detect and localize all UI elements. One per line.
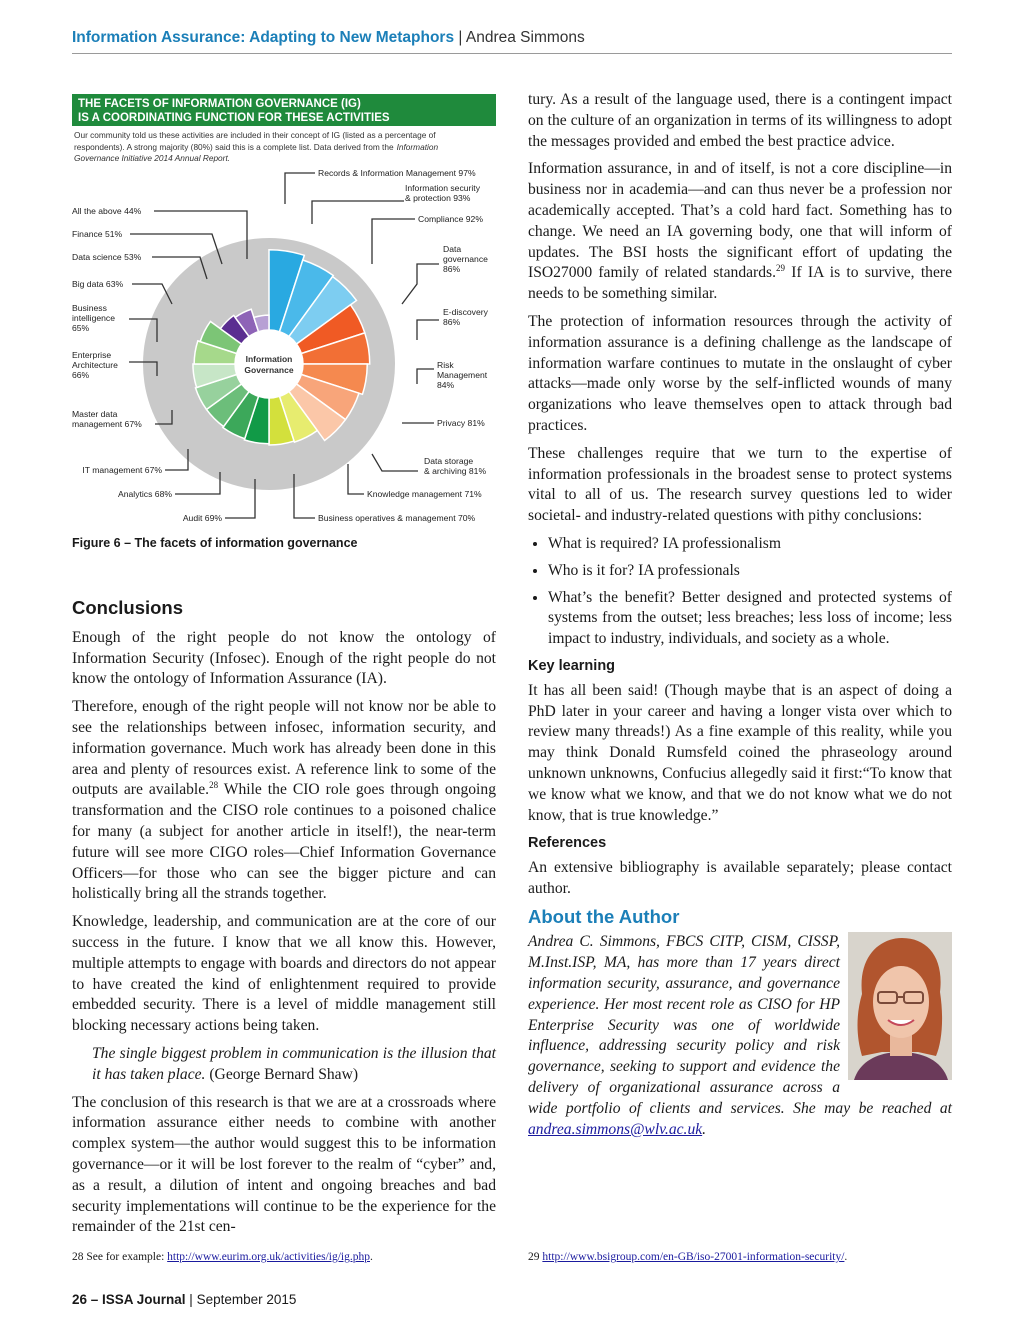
callout-bi-1: Business (72, 303, 107, 313)
callout-ediscovery-2: 86% (443, 317, 461, 327)
figure-banner-line2: IS A COORDINATING FUNCTION FOR THESE ACTIVITIES (78, 112, 390, 124)
key-learning-text: It has all been said! (Though maybe that is an aspect of doing a PhD later in your career and having a longer vista over which to review many threads!) As a fine example of this reality, while you may think Donald Rumsfeld coined the phraseology around unknown unknowns, Confucius allegedly said it first:“To know that we know what we know, and that we do not know what we do not know, that is true knowledge.” (528, 681, 952, 824)
footnote-28 (72, 1251, 373, 1263)
callout-enterprise-1: Enterprise (72, 350, 112, 360)
callout-datagov-1: Data (443, 244, 462, 254)
right-paragraph-1: tury. As a result of the language used, there is a contingent impact on the culture of an organization in terms of its willingness to adopt the messages provided and embed the best practice advice. (528, 91, 952, 150)
footnote-28-suffix: . (370, 1251, 373, 1263)
callout-datagov-2: governance (443, 254, 488, 264)
figure-intro-line2-italic: Information (396, 142, 439, 152)
callout-datasci: Data science 53% (72, 252, 142, 262)
footnote-29 (528, 1251, 847, 1263)
figure-intro-line1: Our community told us these activities are included in their concept of IG (listed as a percentage of (74, 130, 436, 140)
author-email-link[interactable]: andrea.simmons@wlv.ac.uk (528, 1120, 703, 1138)
right-paragraph-2b: If IA is to survive, there needs to be something similar. (528, 264, 952, 303)
figure-intro-line3: Governance Initiative 2014 Annual Report. (74, 153, 231, 163)
callout-infosec-2: & protection 93% (405, 193, 471, 203)
callout-risk-2: Management (437, 370, 488, 380)
callout-finance: Finance 51% (72, 229, 123, 239)
quote-attribution: (George Bernard Shaw) (205, 1065, 359, 1083)
callout-knowledge: Knowledge management 71% (367, 489, 482, 499)
footnote-29-link[interactable]: http://www.bsigroup.com/en-GB/iso-27001-information-security/ (542, 1251, 845, 1263)
references-heading: References (528, 835, 607, 852)
right-paragraph-2 (528, 159, 952, 305)
callout-records: Records & Information Management 97% (318, 168, 476, 178)
footnote-ref-29[interactable]: 29 (776, 263, 786, 274)
bullet-item: • Who is it for? IA professionals (548, 561, 952, 582)
footer-date: September 2015 (196, 1292, 297, 1307)
callout-line-ediscovery (417, 320, 439, 340)
callout-analytics: Analytics 68% (118, 489, 172, 499)
left-paragraph-2 (72, 697, 496, 905)
callout-line-datagov (402, 264, 439, 304)
left-paragraph-3: Knowledge, leadership, and communication are at the core of our success in the future. I know that we all know this. However, multiple attempts to engage with boards and directors do not appear to have created the kind of enlightenment required to provide embedded security. There is a level of middle management still blocking necessary actions being taken. (72, 913, 496, 1035)
right-paragraph-3: The protection of information resources through the activity of information assurance is a defining challenge as the landscape of information warfare continues to mutate in the onslaught of cyber attacks—made only worse by the self-inflicted wounds of many organizations who leave themselves open to attack through bad practices. (528, 312, 952, 434)
page-footer (72, 1292, 296, 1307)
footer-separator: | (185, 1292, 197, 1307)
running-header (72, 29, 952, 47)
callout-audit: Audit 69% (182, 513, 222, 523)
author-bio-text: Andrea C. Simmons, FBCS CITP, CISM, CISSP, M.Inst.ISP, MA, has more than 17 years direct information security, assurance, and governance experience. Her most recent role as CISO for HP Enterprise Security was one of worldwide influence, addressing security policy and risk governance, seeking to support and evidence the delivery of organizational assurance across a wide portfolio of clients and services. She may be reached at (528, 933, 952, 1117)
ig-facets-figure (72, 94, 496, 530)
callout-risk-1: Risk (437, 360, 454, 370)
callout-line-records (285, 173, 315, 204)
right-paragraph-4: These challenges require that we turn to the expertise of information professionals in the broadest sense to protect systems vital to all of us. The research survey questions led to wider societal- and industry-related questions with pithy conclusions: (528, 444, 952, 525)
callout-line-compliance (372, 219, 415, 264)
left-paragraph-2a: Therefore, enough of the right people will not know nor be able to see the relationships between infosec, information security, and information governance. Much work has already been done in this area and plenty of resources exist. A reference link to some of the outputs are available. (72, 698, 496, 799)
callout-itmgmt: IT management 67% (82, 465, 162, 475)
callout-bigdata: Big data 63% (72, 279, 124, 289)
shaw-quote (72, 1044, 496, 1086)
left-column (72, 598, 496, 1245)
callout-ediscovery-1: E-discovery (443, 307, 488, 317)
callout-line-risk (417, 369, 434, 384)
bullet-item: • What’s the benefit? Better designed and protected systems of systems from the outset; less breaches; less loss of income; less impact to industry, individuals, and society as a whole. (548, 588, 952, 650)
bullet-item: • What is required? IA professionalism (548, 534, 952, 555)
left-paragraph-2b: While the CIO role goes through ongoing transformation and the CISO role continues to a poisoned chalice for many (a subject for another article in itself!), the near-term future will see more CIGO roles—Chief Information Governance Officers—for those who can see the bigger picture and can holistically bring all the strands together. (72, 781, 496, 903)
footnote-29-prefix: 29 (528, 1251, 543, 1263)
figure-banner-line1: THE FACETS OF INFORMATION GOVERNANCE (IG) (78, 98, 361, 110)
footnote-28-link[interactable]: http://www.eurim.org.uk/activities/ig/ig.php (167, 1251, 370, 1263)
callout-allabove: All the above 44% (72, 206, 142, 216)
callout-busops: Business operatives & management 70% (318, 513, 476, 523)
callout-master-2: management 67% (72, 419, 142, 429)
callout-master-1: Master data (72, 409, 118, 419)
figure-intro-line2 (74, 142, 438, 152)
callout-bi-3: 65% (72, 323, 90, 333)
figure-caption: Figure 6 – The facets of information governance (72, 536, 358, 550)
references-text: An extensive bibliography is available separately; please contact author. (528, 859, 952, 897)
callout-enterprise-3: 66% (72, 370, 90, 380)
callout-bi-2: intelligence (72, 313, 115, 323)
callout-datagov-3: 86% (443, 264, 461, 274)
callout-compliance: Compliance 92% (418, 214, 483, 224)
header-rule (72, 53, 952, 54)
about-author-heading: About the Author (528, 905, 680, 927)
quote-text: The single biggest problem in communication is the illusion that it has taken place. (92, 1044, 496, 1083)
center-label-line1: Information (245, 354, 293, 364)
callout-storage-2: & archiving 81% (424, 466, 487, 476)
footnote-29-suffix: . (844, 1251, 848, 1263)
callout-risk-3: 84% (437, 380, 455, 390)
conclusion-bullets (528, 534, 952, 650)
facet-center (235, 330, 303, 398)
left-paragraph-4: The conclusion of this research is that we are at a crossroads where information assurance either needs to combine with another complex system—the author would suggest this to be information governance—or it will be lost forever to the realm of “cyber” and, as a result, a dilution of intent and ongoing breaches and bad security implementations will continue to be the experience for the remainder of the 21st cen- (72, 1093, 496, 1236)
footer-page: 26 – ISSA Journal (72, 1292, 186, 1307)
header-title: Information Assurance: Adapting to New Metaphors (72, 29, 455, 46)
footnote-ref-28[interactable]: 28 (209, 780, 219, 791)
right-column (528, 90, 952, 1147)
callout-line-storage (372, 454, 418, 471)
conclusions-heading: Conclusions (72, 597, 184, 618)
left-paragraph-1: Enough of the right people do not know the ontology of Information Security (Infosec). Enough of the right people do not know the ontology of Information Assurance (IA). (72, 628, 496, 688)
author-bio-end: . (702, 1120, 707, 1138)
callout-line-infosec (312, 201, 404, 224)
author-photo (848, 932, 952, 1080)
callout-privacy: Privacy 81% (437, 418, 485, 428)
right-paragraph-2a: Information assurance, in and of itself, is not a core discipline—in business nor in academia—and can thus never be a profession nor academically accepted. That’s a cold hard fact. Something has to change. We need an IA governing body, one that will inform of updates. The BSI hosts the significant effort of updating the ISO27000 family of related standards. (528, 160, 952, 282)
callout-storage-1: Data storage (424, 456, 474, 466)
header-author: Andrea Simmons (465, 29, 585, 46)
header-separator: | (454, 29, 466, 46)
footnote-28-prefix: 28 See for example: (72, 1251, 168, 1263)
callout-line-knowledge (348, 464, 364, 494)
callout-enterprise-2: Architecture (72, 360, 118, 370)
callout-infosec-1: Information security (405, 183, 480, 193)
figure-intro-line2-text: respondents). A strong majority (80%) said this is a complete list. Data derived from the (74, 142, 394, 152)
center-label-line2: Governance (244, 365, 294, 375)
key-learning-heading: Key learning (528, 657, 616, 674)
